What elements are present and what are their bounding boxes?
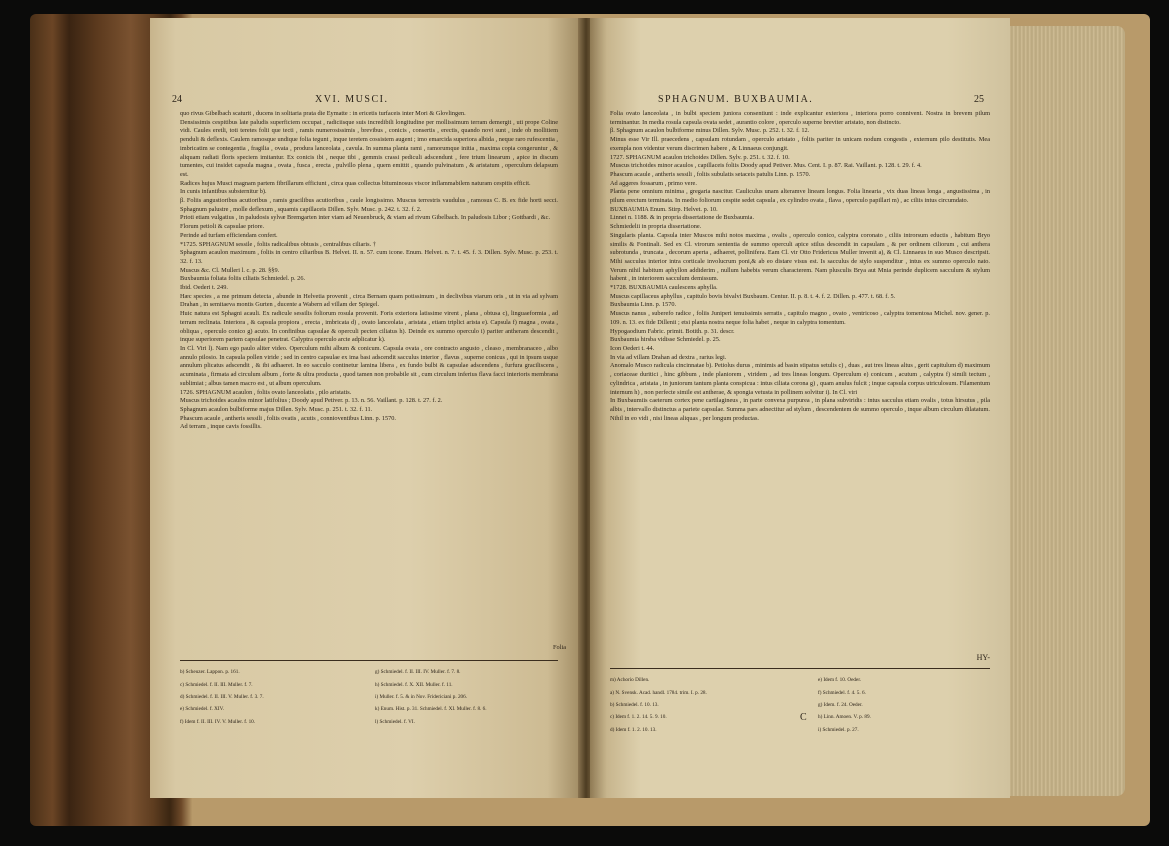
paragraph: Radices hujus Musci magnam partem fibrillarum efficiunt , circa quas collectus bituminosus viscor inflammabilem naturam cespitis efficit. xyxy=(180,179,531,187)
footnote: g) Idem. f. 24. Oeder. xyxy=(818,701,863,708)
footnote: f) Schmiedel. f. 4. 5. 6. xyxy=(818,689,866,696)
paragraph: Sphagnum acaulon bulbiforme majus Dillen. Sylv. Musc. p. 251. t. 32. f. 11. xyxy=(180,405,373,413)
paragraph: In cunis infantibus substernitur b). xyxy=(180,188,267,196)
footnotes-right-column-a xyxy=(610,672,800,739)
paragraph: Hypogaodium Fabric. primit. Botith. p. 31. descr. xyxy=(610,327,735,335)
paragraph: Buxbaumia hirsba vidisse Schmiedel. p. 25. xyxy=(610,336,721,344)
footnote: b) Schmiedel. f. 10. 13. xyxy=(610,701,659,708)
footnote: e) Schmiedel. f. XIV. xyxy=(180,706,224,713)
paragraph: In Buxbaumiis caeterum cortex pene cartilagineus , in parte convexa purpurea , in plana subviridis : intus sacculus etiam ovalis , totus hirsutus , pila albis , intervallo distinctus a pariete capsulae. Summa pars adnectitur ad stylum , descendentem de summo operculo , inque album circulum dilatatum. Nihil in eo vidi , nisi lineas aliquas , per longum productas. xyxy=(610,397,990,422)
paragraph: Huic natura est Sphagni acauli. Ex radicule sessilis foliorum rosula provenit. Foris exteriora latissime virent , plana , obtusa c), linguaeformia , ad terram reclinata. Interiora , & capsula propiora , erecta , imbricata d) , ovato lanceolata , aristata , etiam triplici arista e). Capsula f) magna , ovata , obliqua , operculo conico g) acuto. In confinibus capsulae & operculi pecten ciliatus h). Deinde ex summo operculo i) pariter antheram descendit , inque superiorem partem capsulae penetrat. Calyptra operculo arcte adplicatur k). xyxy=(180,310,558,344)
paragraph: Muscus nanus , suberefo radice , foliis Juniperi tenuissimis serratis , capitulo magno , ovato , ventricoso , calyptra tomentosa Michel. nov. gener. p. 109. n. 13. ex fide Dillenii ; etsi planta nostra neque folia habet , neque in calyptra tomentum. xyxy=(610,310,990,326)
footnote-rule-right xyxy=(610,668,990,669)
footnotes-left-column-a xyxy=(180,664,365,731)
paragraph: Planta pene omnium minima , gregaria nascitur. Cauliculus unam alteramve lineam longus. Folia linearia , vix duas lineas longa , angustissima , in pilum erectum terminata. In medio foliorum cespite sedet capsula , ex cylindro ovata , flava , operculo papillari m) , ac ciliis intus circumdato. xyxy=(610,188,990,205)
paragraph: Muscus trichoides acaulos minor latifolius ; Doody apud Petiver. p. 13. n. 56. Vaillant. p. 128. t. 27. f. 2. xyxy=(180,397,443,405)
footnote: h) Schmiedel. f. X. XII. Muller. f. 11. xyxy=(375,681,453,688)
footnote: d) Schmiedel. f. II. III. V. Muller. f. 3. 7. xyxy=(180,693,264,700)
paragraph: Singularis planta. Capsula inter Muscos mihi notos maxima , ovalis , operculo conico, calyptra coronato , ciliis introrsum eductis , habitum Bryo similis & Fontinali. Sed ex Cl. virorum sententia de summo operculi apice stilus descendit in capsulam , & per ordinem ciliorum , cui anthera subrotunda , truncata , decorum aperta , adhaeret, pollinifera. Eam Cl. vir Otto Fridericus Muller invenit a), & Cl. Linnaeus in suo Musco descripsit. Mihi sacculus interior intra corticale involucrum poni,& ab eo distare visus est. Is sacculus de stylo suspenditur , intus ex summo operculo nato. Verum nihil habitum aphyllon addiderim , nullum habebis verum characterem. Nam plusculis Brya aut Mnia perinde duplicem sacculum & stylum habent , in interiorem sacculum demissum. xyxy=(610,231,990,283)
footnote: m) Achorio Dillen. xyxy=(610,677,650,684)
right-page xyxy=(590,18,1010,798)
paragraph: Buxbaumia Linn. p. 1570. xyxy=(610,301,677,309)
footnote: h) Linn. Amoen. V. p. 89. xyxy=(818,714,871,721)
paragraph: β. Sphagnum acaulon bulbiforme minus Dillen. Sylv. Musc. p. 252. t. 32. f. 12. xyxy=(610,127,810,135)
paragraph: Muscus capillaceus aphyllus , capitulo bovis bivalvi Buxbaum. Centur. II. p. 8. t. 4. f. 2. Dillen. p. 477. t. 68. f. 5. xyxy=(610,292,896,300)
paragraph: Linnei n. 1188. & in propria dissertatione de Buxbaumia. xyxy=(610,214,755,222)
paragraph: Hæc species , a me primum detecta , abunde in Helvetia provenit , circa Bernam quam potissimum , in declivibus viarum oris , ut in via ad sylvam Drahan , in semitaeva montis Gurten , ducente a Wabern ad villam der Spiegel. xyxy=(180,292,558,309)
footnote-rule-left xyxy=(180,660,558,661)
left-body-text xyxy=(180,110,558,432)
paragraph: Icon Oederi t. 44. xyxy=(610,344,655,352)
signature-mark: C xyxy=(800,712,807,723)
footnote: e) Idem f. 10. Oeder. xyxy=(818,677,862,684)
paragraph: Prioti etiam vulgatius , in paludosis sylvæ Bremgarten inter viam ad Neuenbruck, & viam ad rivum Gibelbach. In paludosis Libor ; Gottbardi , &c. xyxy=(180,214,551,222)
footnotes-left-column-b xyxy=(375,664,560,731)
paragraph: Schmiedelii in propria dissertatione. xyxy=(610,223,702,231)
footnote: k) Enum. Hist. p. 31. Schmiedel. f. XI. Muller. f. 8. 6. xyxy=(375,706,487,713)
footnote: g) Schmiedel. f. II. III. IV. Muller. f. 7. 8. xyxy=(375,669,461,676)
running-head-right: SPHAGNUM. BUXBAUMIA. xyxy=(658,94,814,105)
footnote: i) Schmiedel. p. 27. xyxy=(818,726,859,733)
paragraph: In via ad villam Drahan ad dextra , rarius legi. xyxy=(610,353,727,361)
paragraph: Florum petioli & capsulae priore. xyxy=(180,223,265,231)
footnote: c) Schmiedel. f. II. III. Muller. f. 7. xyxy=(180,681,253,688)
footnote: b) Scheuzer. Lappon. p. 161. xyxy=(180,669,240,676)
paragraph: β. Foliis angustioribus acutioribus , ramis gracilibus acutioribus , caule longissimo. Muscus terrestris vaudulus , ramosus C. B. ex fide horti secci. Sphagnum palustre , molle deflexum , squamis capillaceis Dillen. Sylv. Musc. p. 242. t. 32. f. 2. xyxy=(180,197,558,213)
footnote: c) Idem f. 1. 2. 14. 5. 9. 10. xyxy=(610,714,667,721)
paragraph: Sphagnum acaulon maximum , foliis in centro ciliaribus B. Helvet. II. n. 57. cum icone. Enum. Helvet. n. 7. t. 45. f. 3. Dillen. Sylv. Musc. p. 253. t. 32. f. 13. xyxy=(180,249,558,265)
paragraph: *1728. BUXBAUMIA caulescens aphylla. xyxy=(610,284,718,292)
paragraph: Phascum acaule , antheris sessili , foliis subulatis setaceis patulis Linn. p. 1570. xyxy=(610,170,811,178)
footnote: d) Idem f. 1. 2. 10. 13. xyxy=(610,726,657,733)
paragraph: quo rivus Gibelbach scaturit , ducens in solitaria prata die Eymatte : in ericetis turfaceis inter Mori & Glovlingen. xyxy=(180,110,466,117)
paragraph: Muscus &c. Cl. Mulleri l. c. p. 28. §§9. xyxy=(180,266,280,274)
catchword-right: HY- xyxy=(976,653,990,662)
paragraph: *1725. SPHAGNUM sessile , foliis radicalibus obtusis , centralibus ciliaris. † xyxy=(180,240,376,248)
paragraph: Folia ovato lanceolata , in bulbi speciem juniora consentiunt : inde explicantur exteriora , interiora porro connivent. Nostra in brevem pilum terminantur. In media rosula capsula ovata sedet , aurantio colore , operculo superne breviter aristato, non distincto. xyxy=(610,110,990,126)
catchword-left: Folia xyxy=(553,644,566,651)
footnote: l) Schmiedel. f. VI. xyxy=(375,718,415,725)
page-number-left: 24 xyxy=(172,94,182,105)
paragraph: Phascum acaule , antheris sessili , foliis ovatis , acutis , connioventibus Linn. p. 1570. xyxy=(180,414,396,422)
left-page xyxy=(150,18,582,798)
page-number-right: 25 xyxy=(974,94,984,105)
footnote: f) Idem f. II. III. IV. V. Muller. f. 10. xyxy=(180,718,256,725)
paragraph: Ibid. Oederi t. 249. xyxy=(180,284,228,292)
paragraph: Perinde ad turfam efficiendam confert. xyxy=(180,231,278,239)
paragraph: Minus esse Vir Ill. praecedens , capsulam rotundam , operculo aristato , foliis pariter in unicam nodum congestis , externum pilo destitutis. Mea exempla non videntur verum discrimen habere , & Linnaeus conjungit. xyxy=(610,136,990,152)
paragraph: Anomalo Musco radicula cincinnatae b). Petiolus durus , minimis ad basin stipatus setulis c) , duas , aut tres lineas altus , gerit capitulum d) maximum , coriaceae duritici , hinc gibbum , inde planiorem , viridem , ad tres lineas longum. Operculum e) conicum , acutum , calyptra f) simili tectum , cylindrica , aristata , in juniorum tantum planta conspicua : intus ciliata corona g) , quam anulus fulcit ; inque capsula corpus utriculosum. Filamentum internum h) , non perfecte simile est antherae, & spongia vetusta in pollinem solvitur i). In Cl. viri xyxy=(610,362,990,396)
footnotes-right-column-b xyxy=(818,672,988,739)
paragraph: BUXBAUMIA Enum. Stirp. Helvet. p. 10. xyxy=(610,205,718,213)
right-body-text xyxy=(610,110,990,423)
paragraph: Ad aggeres fossarum , primo vere. xyxy=(610,179,697,187)
paragraph: Ad terram , inque cavis fossillis. xyxy=(180,423,262,431)
paragraph: Muscus trichoides minor acaulos , capillaceis foliis Doody apud Petiver. Mus. Cent. I. p. 87. Rai. Vaillant. p. 128. t. 29. f. 4. xyxy=(610,162,922,170)
footnote: a) N. Svensk. Acad. handl. 1784. trim. I. p. 28. xyxy=(610,689,707,696)
paragraph: 1726. SPHAGNUM acaulon , foliis ovato lanceolatis , pilo aristatis. xyxy=(180,388,352,396)
paragraph: Buxbaumia foliata foliis ciliatis Schmiedel. p. 26. xyxy=(180,275,306,283)
paragraph: 1727. SPHAGNUM acaulon trichoides Dillen. Sylv. p. 251. t. 32. f. 10. xyxy=(610,153,790,161)
footnote: i) Muller. f. 5. & in Nov. Fridericiani p. 206. xyxy=(375,693,468,700)
paragraph: In Cl. Viri l). Nam ego paulo aliter video. Operculum mihi album & conicum. Capsula ovata , ore contracto angusto , cleaso , membranaceo , albo annulo pilosio. In capsula pollen viride ; sed in centro capsulae ex ima basi adscendit sacculus interior , flavus , superne conicus , qui in ipsum usque annulum plicatus adscendit , & ibi adhaeret. In eo sacculo continetur lamina libera , ex fundo bulbi & capsulae adscendens , furfura graciliscens , acuminata , firmata ad circulum album , forte & ultra producta , quod tamen non probabile sit , cum circulum inferius flava facci interioris membrana sublimiat ; albus tamen macro est , ut album operculum. xyxy=(180,344,558,387)
page-edges xyxy=(1010,26,1125,796)
paragraph: Densissimis cespitibus late paludis superficiem occupat , radiciisque suis incredibili longitudine per mollissimum terram demergit , uti prope Coline vidi. Caules eretli, toti teretes folii que tecti , ramis numerosissimis , brevibus , conicis , consertis , erectis, quando novi sunt , inde ob mollitiem penduli & deflexis. Caulem ramosque undique folia tegunt , inque teretem cossistem augent ; imo emarcida superiora albida , neque raro rufescentia , imbricatim se contegentia , fragilia , ovata , produra lanceolata , cavula. In summa planta rami , ramorumque initia , maxima copia congeruntur , & aliquam radiati floris speciem imitantur. Ex conicis ibi , neque tibi , gemmis crassi pediculi adscendunt , fere trium linearum , apice in discum tumentes, cui insidet capsula magna , ovata , fusca , erecta , pulvillo plena , quem emittit , quando pulvinatum , & aristatum , operculum delapsum est. xyxy=(180,118,558,178)
running-head-left: XVI. MUSCI. xyxy=(315,94,389,105)
